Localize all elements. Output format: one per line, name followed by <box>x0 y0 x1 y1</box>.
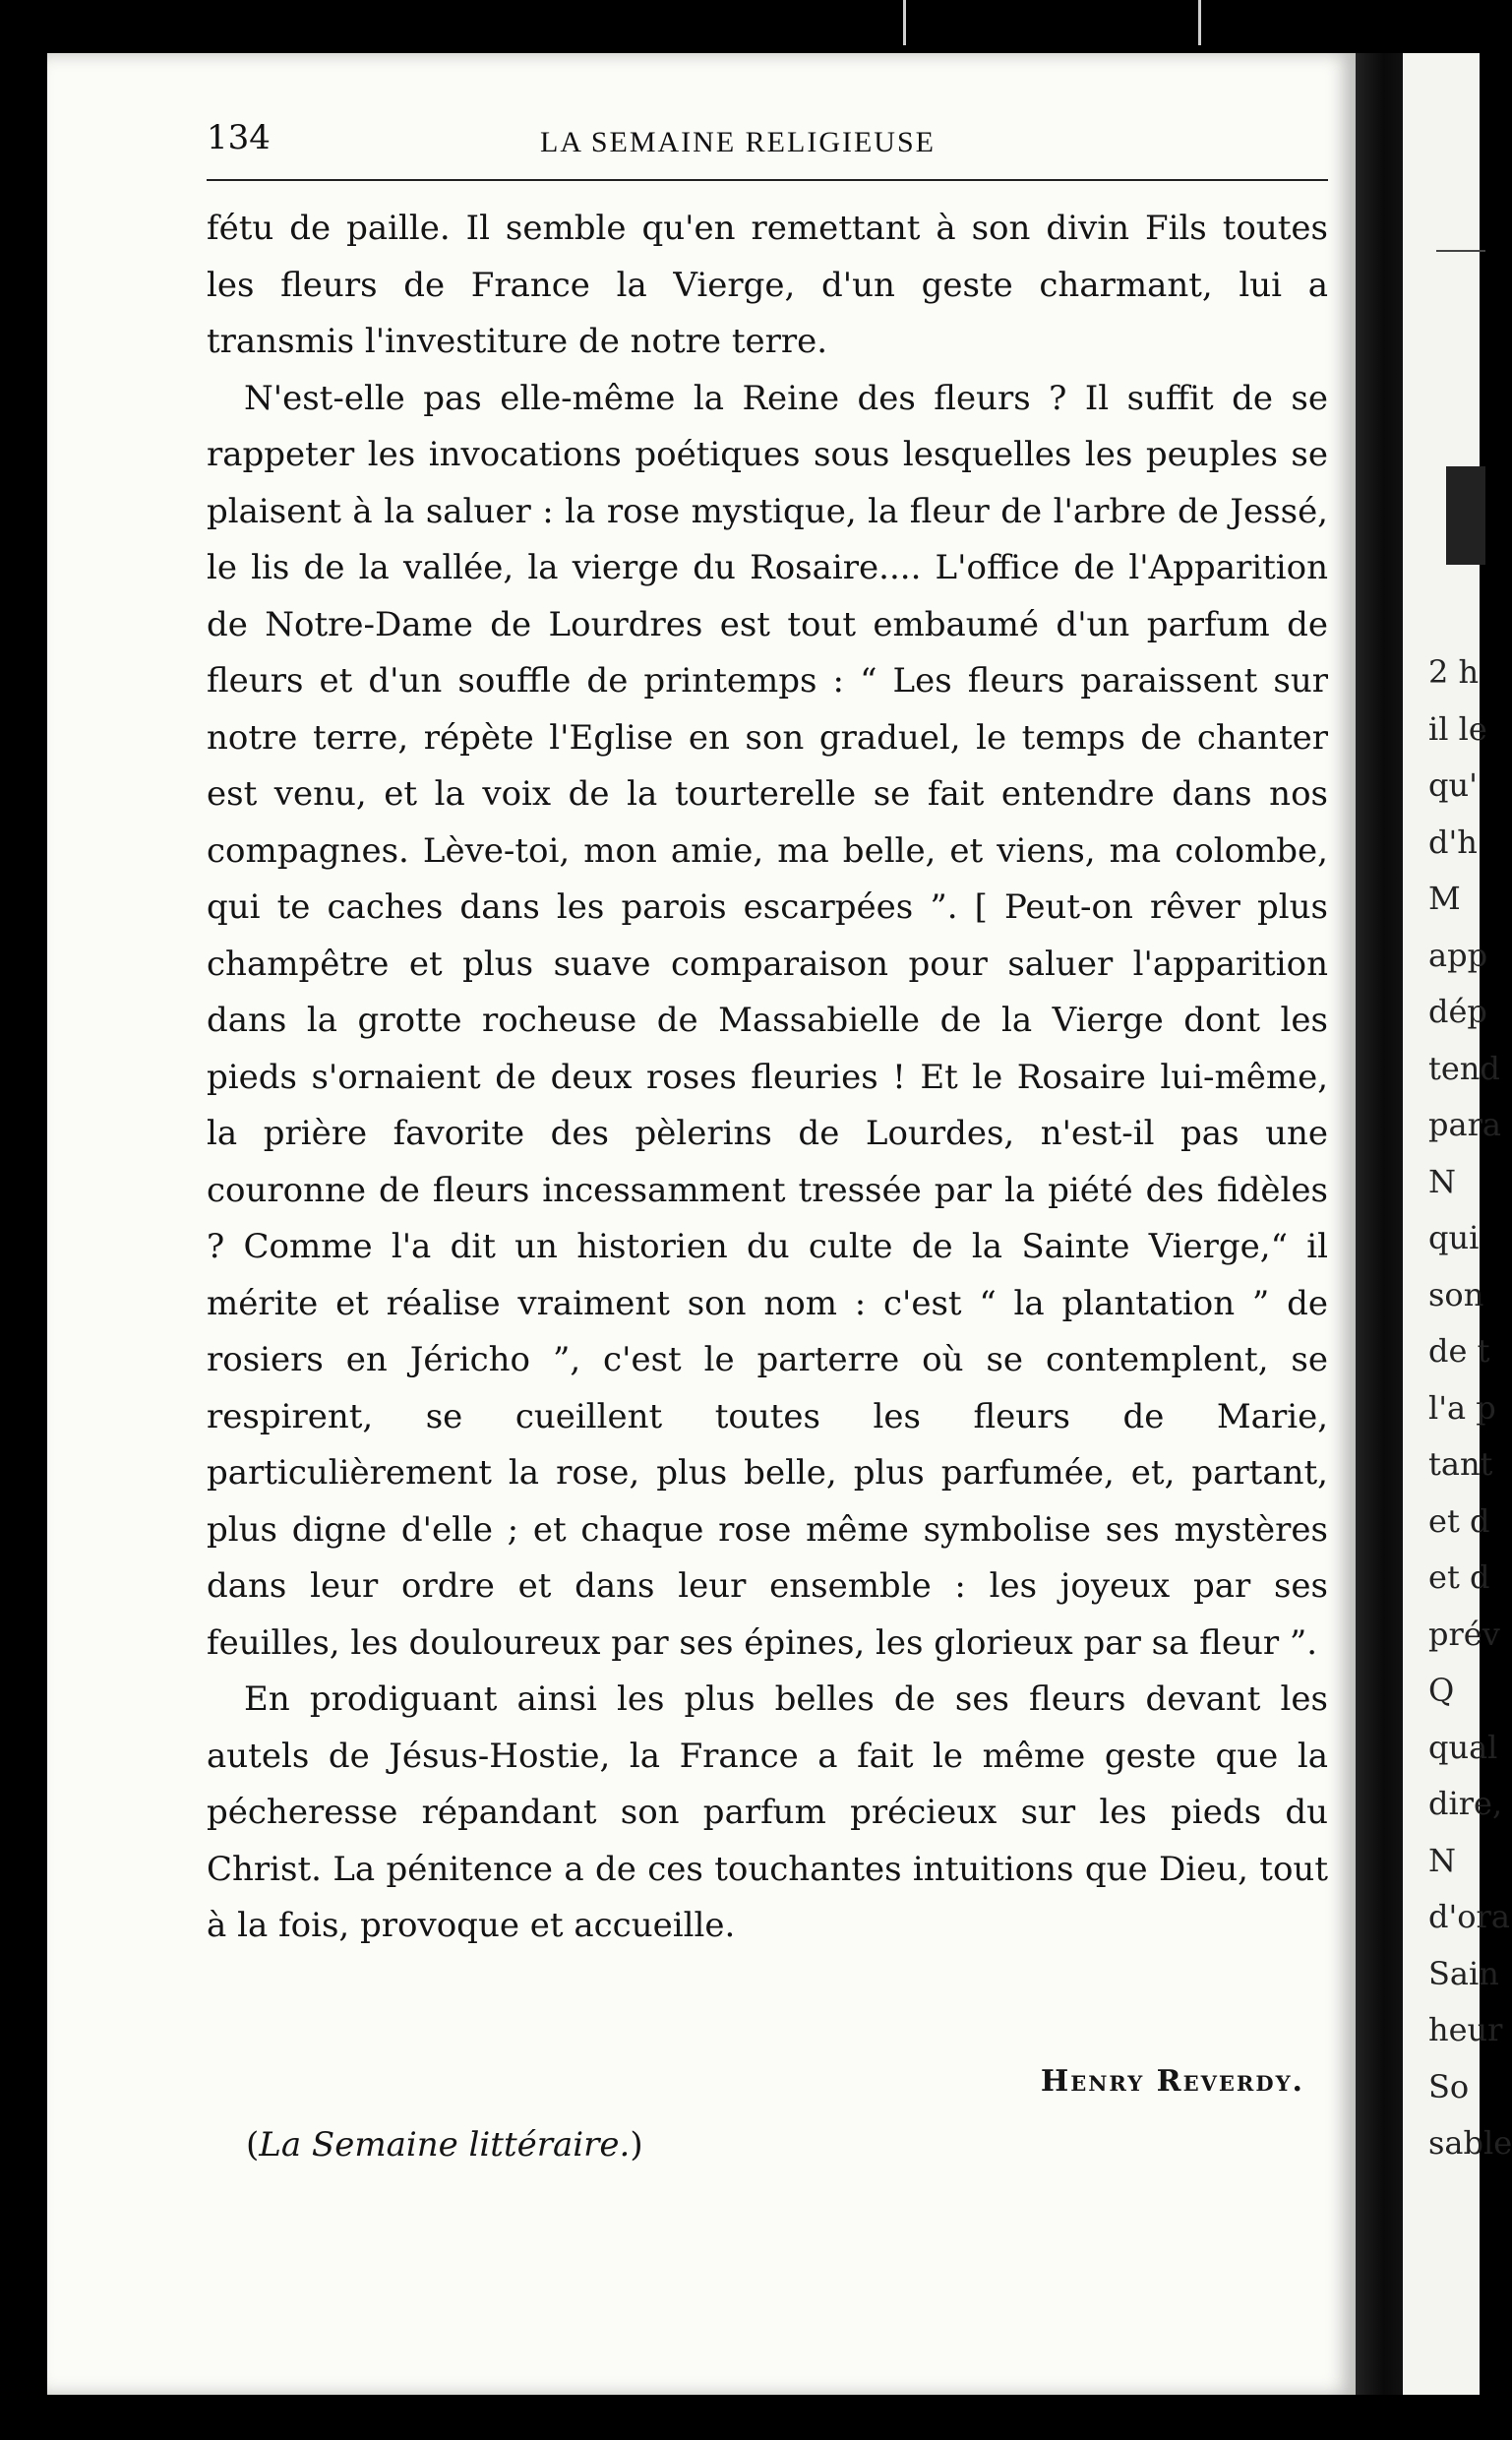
close-paren: ) <box>630 2125 643 2165</box>
source-citation <box>246 2125 643 2165</box>
facing-text-fragment: tend <box>1428 1049 1500 1087</box>
facing-drop-capital <box>1446 466 1485 565</box>
open-paren: ( <box>246 2125 260 2165</box>
facing-text-fragment: So <box>1428 2067 1470 2105</box>
scan-mark <box>1198 0 1201 45</box>
facing-text-fragment: 2 h <box>1428 653 1480 691</box>
facing-text-fragment: d'ora <box>1428 1898 1510 1935</box>
header-divider <box>207 179 1328 181</box>
facing-text-fragment: qui <box>1428 1219 1480 1256</box>
facing-text-fragment: N <box>1428 1841 1456 1879</box>
facing-text-fragment: l'a p <box>1428 1388 1496 1427</box>
facing-text-fragment: d'h <box>1428 823 1478 861</box>
page-number: 134 <box>207 118 271 157</box>
facing-text-fragment: M <box>1428 880 1461 917</box>
paragraph-continuation: fétu de paille. Il semble qu'en remettant à son divin Fils toutes les fleurs de France la Vierge, d'un geste charmant, lui a transmis l'investiture de notre terre. <box>207 209 1328 361</box>
facing-text-fragment: il le <box>1428 709 1487 748</box>
facing-text-fragment: de t <box>1428 1332 1490 1370</box>
facing-text-fragment: para <box>1428 1106 1501 1143</box>
facing-header-divider <box>1436 250 1485 252</box>
facing-text-fragment: Sain <box>1428 1954 1499 1992</box>
scan-mark <box>903 0 906 45</box>
facing-text-fragment: qual <box>1428 1728 1498 1766</box>
facing-text-fragment: dép <box>1428 993 1487 1030</box>
paragraph: N'est-elle pas elle-même la Reine des fleurs ? Il suffit de se rappeter les invocations poétiques sous lesquelles les peuples se plaisent à la saluer : la rose mystique, la fleur de l'arbre de Jessé, le lis de la vallée, la vierge du Rosaire.... L'office de l'Apparition de Notre-Dame de Lourdres est tout embaumé d'un parfum de fleurs et d'un souffle de printemps : “ Les fleurs paraissent sur notre terre, répète l'Eglise en son graduel, le temps de chanter est venu, et la voix de la tourterelle se fait entendre dans nos compagnes. Lève-toi, mon amie, ma belle, et viens, ma colombe, qui te caches dans les parois escarpées ”. [ Peut-on rêver plus champêtre et plus suave comparaison pour saluer l'apparition dans la grotte rocheuse de Massabielle de la Vierge dont les pieds s'ornaient de deux roses fleuries ! Et le Rosaire lui-même, la prière favorite des pèlerins de Lourdes, n'est-il pas une couronne de fleurs incessamment tressée par la piété des fidèles ? Comme l'a dit un historien du culte de la Sainte Vierge,“ il mérite et réalise vraiment son nom : c'est “ la plantation ” de rosiers en Jéricho ”, c'est le parterre où se contemplent, se respirent, se cueillent toutes les fleurs de Marie, particulièrement la rose, plus belle, plus parfumée, et, partant, plus digne d'elle ; et chaque rose même symbolise ses mystères dans leur ordre et dans leur ensemble : les joyeux par ses feuilles, les douloureux par ses épines, les glorieux par sa fleur ”. <box>207 378 1328 1663</box>
facing-text-fragment: N <box>1428 1162 1456 1200</box>
running-title: LA SEMAINE RELIGIEUSE <box>540 126 936 158</box>
facing-text-fragment: heur <box>1428 2011 1503 2048</box>
facing-text-fragment: qu' <box>1428 766 1478 804</box>
facing-text-fragment: et d <box>1428 1501 1490 1540</box>
facing-page <box>1403 53 1512 2395</box>
facing-text-fragment: et d <box>1428 1558 1490 1596</box>
facing-text-fragment: app <box>1428 936 1488 974</box>
facing-text-fragment: Q <box>1428 1672 1455 1709</box>
paragraph: En prodiguant ainsi les plus belles de ses fleurs devant les autels de Jésus-Hostie, la France a fait le même geste que la pécheresse répandant son parfum précieux sur les pieds du Christ. La pénitence a de ces touchantes intuitions que Dieu, tout à la fois, provoque et accueille. <box>207 1679 1328 1945</box>
facing-text-fragment: sable <box>1428 2124 1512 2162</box>
facing-text-fragment: dire, <box>1428 1785 1503 1822</box>
facing-text-fragment: prév <box>1428 1615 1500 1653</box>
facing-text-fragment: tant <box>1428 1445 1493 1483</box>
author-signature: Henry Reverdy. <box>1040 2064 1304 2099</box>
facing-text-fragment: son <box>1428 1275 1484 1313</box>
article-body <box>207 201 1328 1955</box>
source-title: La Semaine littéraire. <box>259 2125 631 2165</box>
book-gutter <box>1356 53 1403 2395</box>
